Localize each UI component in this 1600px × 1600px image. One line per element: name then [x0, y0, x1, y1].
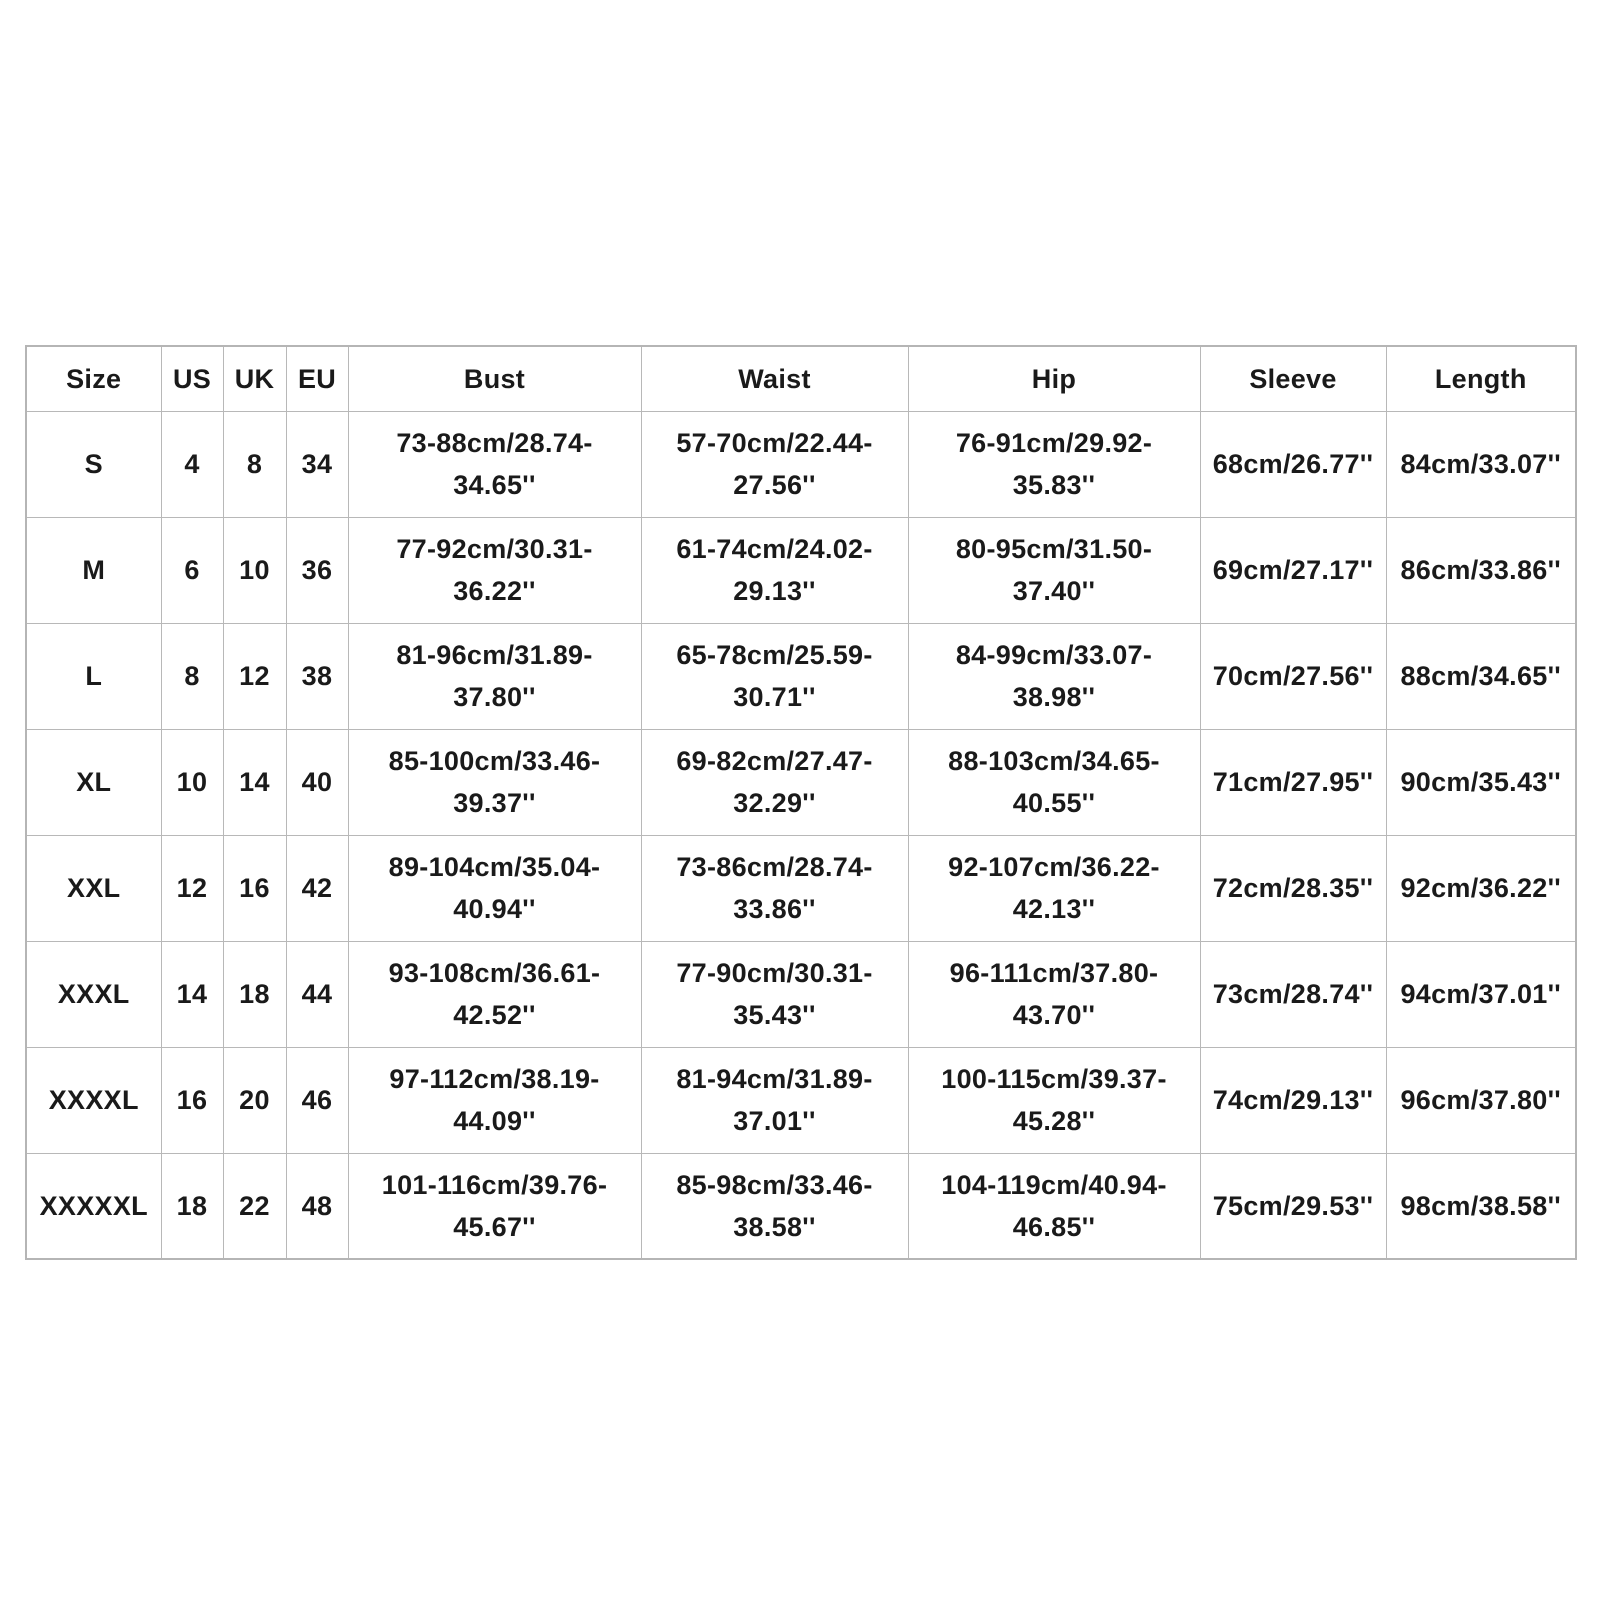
cell-value: 77-90cm/30.31- 35.43'' [676, 958, 873, 1030]
cell-value: L [85, 661, 103, 691]
table-cell-hip [908, 941, 1200, 1047]
cell-value: 96-111cm/37.80- 43.70'' [949, 958, 1159, 1030]
cell-value: 44 [301, 979, 333, 1009]
table-cell-us [161, 729, 223, 835]
table-cell-uk [223, 1047, 286, 1153]
cell-value: 90cm/35.43'' [1400, 767, 1562, 797]
table-cell-eu [286, 623, 348, 729]
column-header-sleeve: Sleeve [1200, 346, 1386, 411]
cell-value: 72cm/28.35'' [1212, 873, 1374, 903]
table-cell-eu [286, 411, 348, 517]
table-cell-waist [641, 517, 908, 623]
cell-value: S [84, 449, 103, 479]
size-chart-table [25, 345, 1577, 1260]
table-cell-length [1386, 1047, 1576, 1153]
table-cell-us [161, 941, 223, 1047]
cell-value: XXL [67, 873, 121, 903]
cell-value: 36 [301, 555, 333, 585]
cell-value: 97-112cm/38.19- 44.09'' [389, 1064, 600, 1136]
cell-value: 69-82cm/27.47- 32.29'' [676, 746, 873, 818]
table-row [26, 835, 1576, 941]
table-cell-waist [641, 729, 908, 835]
table-cell-uk [223, 941, 286, 1047]
table-cell-uk [223, 623, 286, 729]
cell-value: 10 [239, 555, 270, 585]
table-cell-size [26, 1153, 161, 1259]
table-cell-hip [908, 623, 1200, 729]
cell-value: 88-103cm/34.65- 40.55'' [948, 746, 1160, 818]
table-cell-us [161, 1047, 223, 1153]
table-row [26, 729, 1576, 835]
table-cell-eu [286, 835, 348, 941]
cell-value: 40 [301, 767, 333, 797]
column-header-hip: Hip [908, 346, 1200, 411]
table-cell-length [1386, 729, 1576, 835]
table-cell-eu [286, 1153, 348, 1259]
table-cell-size [26, 623, 161, 729]
cell-value: 42 [301, 873, 333, 903]
table-row [26, 1153, 1576, 1259]
table-cell-bust [348, 411, 641, 517]
cell-value: 77-92cm/30.31- 36.22'' [396, 534, 593, 606]
cell-value: 20 [239, 1085, 270, 1115]
table-cell-uk [223, 729, 286, 835]
table-cell-bust [348, 1153, 641, 1259]
cell-value: M [82, 555, 106, 585]
cell-value: 92-107cm/36.22- 42.13'' [948, 852, 1160, 924]
table-cell-bust [348, 835, 641, 941]
cell-value: 16 [176, 1085, 208, 1115]
cell-value: 96cm/37.80'' [1400, 1085, 1562, 1115]
table-cell-length [1386, 517, 1576, 623]
table-cell-hip [908, 411, 1200, 517]
table-row [26, 411, 1576, 517]
cell-value: 57-70cm/22.44- 27.56'' [676, 428, 873, 500]
cell-value: 73-86cm/28.74- 33.86'' [676, 852, 873, 924]
table-cell-waist [641, 835, 908, 941]
table-cell-us [161, 411, 223, 517]
table-cell-bust [348, 729, 641, 835]
cell-value: 4 [184, 449, 200, 479]
cell-value: 38 [301, 661, 333, 691]
cell-value: 94cm/37.01'' [1400, 979, 1562, 1009]
table-cell-sleeve [1200, 517, 1386, 623]
cell-value: 70cm/27.56'' [1212, 661, 1374, 691]
table-cell-us [161, 835, 223, 941]
column-header-us: US [161, 346, 223, 411]
table-cell-hip [908, 1153, 1200, 1259]
cell-value: 18 [239, 979, 270, 1009]
table-cell-length [1386, 1153, 1576, 1259]
column-header-bust: Bust [348, 346, 641, 411]
cell-value: XXXXXL [39, 1190, 148, 1221]
table-cell-us [161, 1153, 223, 1259]
cell-value: XXXXL [48, 1085, 139, 1115]
cell-value: 14 [176, 979, 208, 1009]
cell-value: 89-104cm/35.04- 40.94'' [388, 852, 601, 924]
table-cell-size [26, 941, 161, 1047]
table-body [26, 411, 1576, 1259]
table-cell-size [26, 517, 161, 623]
table-cell-waist [641, 411, 908, 517]
cell-value: XL [76, 767, 112, 797]
table-cell-hip [908, 835, 1200, 941]
table-cell-sleeve [1200, 729, 1386, 835]
cell-value: 81-96cm/31.89- 37.80'' [396, 640, 593, 712]
table-cell-size [26, 835, 161, 941]
cell-value: 8 [184, 661, 200, 691]
table-cell-eu [286, 1047, 348, 1153]
table-cell-length [1386, 941, 1576, 1047]
cell-value: 46 [301, 1085, 333, 1115]
column-header-eu: EU [286, 346, 348, 411]
cell-value: 65-78cm/25.59- 30.71'' [676, 640, 873, 712]
cell-value: 68cm/26.77'' [1212, 449, 1374, 479]
table-cell-size [26, 729, 161, 835]
column-header-size: Size [26, 346, 161, 411]
cell-value: 14 [239, 767, 270, 797]
table-cell-uk [223, 835, 286, 941]
cell-value: 69cm/27.17'' [1212, 555, 1374, 585]
table-cell-waist [641, 1153, 908, 1259]
cell-value: 48 [301, 1190, 333, 1221]
cell-value: 10 [176, 767, 208, 797]
cell-value: 81-94cm/31.89- 37.01'' [676, 1064, 873, 1136]
cell-value: 84cm/33.07'' [1400, 449, 1562, 479]
cell-value: 88cm/34.65'' [1400, 661, 1562, 691]
table-cell-length [1386, 623, 1576, 729]
column-header-uk: UK [223, 346, 286, 411]
cell-value: 8 [246, 449, 263, 479]
column-header-length: Length [1386, 346, 1576, 411]
cell-value: 71cm/27.95'' [1212, 767, 1374, 797]
cell-value: 12 [176, 873, 208, 903]
table-header-row [26, 346, 1576, 411]
column-header-waist: Waist [641, 346, 908, 411]
cell-value: 34 [301, 449, 333, 479]
cell-value: 85-100cm/33.46- 39.37'' [388, 746, 601, 818]
cell-value: 98cm/38.58'' [1400, 1190, 1562, 1221]
cell-value: XXXL [57, 979, 130, 1009]
table-cell-us [161, 623, 223, 729]
cell-value: 73-88cm/28.74- 34.65'' [396, 428, 593, 500]
table-row [26, 517, 1576, 623]
table-cell-uk [223, 411, 286, 517]
table-cell-us [161, 517, 223, 623]
cell-value: 73cm/28.74'' [1212, 979, 1374, 1009]
cell-value: 74cm/29.13'' [1212, 1085, 1374, 1115]
table-cell-bust [348, 623, 641, 729]
cell-value: 80-95cm/31.50- 37.40'' [955, 534, 1153, 606]
cell-value: 18 [176, 1190, 208, 1221]
cell-value: 12 [239, 661, 270, 691]
table-cell-bust [348, 1047, 641, 1153]
table-cell-sleeve [1200, 411, 1386, 517]
table-cell-eu [286, 941, 348, 1047]
cell-value: 75cm/29.53'' [1212, 1190, 1374, 1221]
cell-value: 92cm/36.22'' [1400, 873, 1562, 903]
table-cell-sleeve [1200, 1153, 1386, 1259]
cell-value: 76-91cm/29.92- 35.83'' [955, 428, 1153, 500]
cell-value: 104-119cm/40.94- 46.85'' [941, 1169, 1167, 1242]
table-row [26, 941, 1576, 1047]
table-cell-uk [223, 517, 286, 623]
cell-value: 61-74cm/24.02- 29.13'' [676, 534, 873, 606]
cell-value: 22 [239, 1190, 270, 1221]
table-cell-eu [286, 729, 348, 835]
cell-value: 84-99cm/33.07- 38.98'' [955, 640, 1153, 712]
table-cell-sleeve [1200, 623, 1386, 729]
cell-value: 85-98cm/33.46- 38.58'' [676, 1169, 873, 1242]
table-cell-length [1386, 835, 1576, 941]
table-row [26, 1047, 1576, 1153]
table-cell-sleeve [1200, 941, 1386, 1047]
cell-value: 16 [239, 873, 270, 903]
cell-value: 100-115cm/39.37- 45.28'' [941, 1064, 1167, 1136]
cell-value: 93-108cm/36.61- 42.52'' [388, 958, 601, 1030]
table-cell-waist [641, 941, 908, 1047]
table-cell-size [26, 411, 161, 517]
table-cell-hip [908, 1047, 1200, 1153]
table-cell-waist [641, 623, 908, 729]
table-cell-sleeve [1200, 835, 1386, 941]
cell-value: 6 [184, 555, 200, 585]
table-cell-hip [908, 729, 1200, 835]
table-cell-bust [348, 517, 641, 623]
table-cell-length [1386, 411, 1576, 517]
table-cell-waist [641, 1047, 908, 1153]
table-cell-uk [223, 1153, 286, 1259]
table-cell-eu [286, 517, 348, 623]
cell-value: 101-116cm/39.76- 45.67'' [381, 1169, 608, 1242]
table-cell-hip [908, 517, 1200, 623]
table-row [26, 623, 1576, 729]
table-cell-bust [348, 941, 641, 1047]
cell-value: 86cm/33.86'' [1400, 555, 1562, 585]
table-cell-size [26, 1047, 161, 1153]
table-cell-sleeve [1200, 1047, 1386, 1153]
